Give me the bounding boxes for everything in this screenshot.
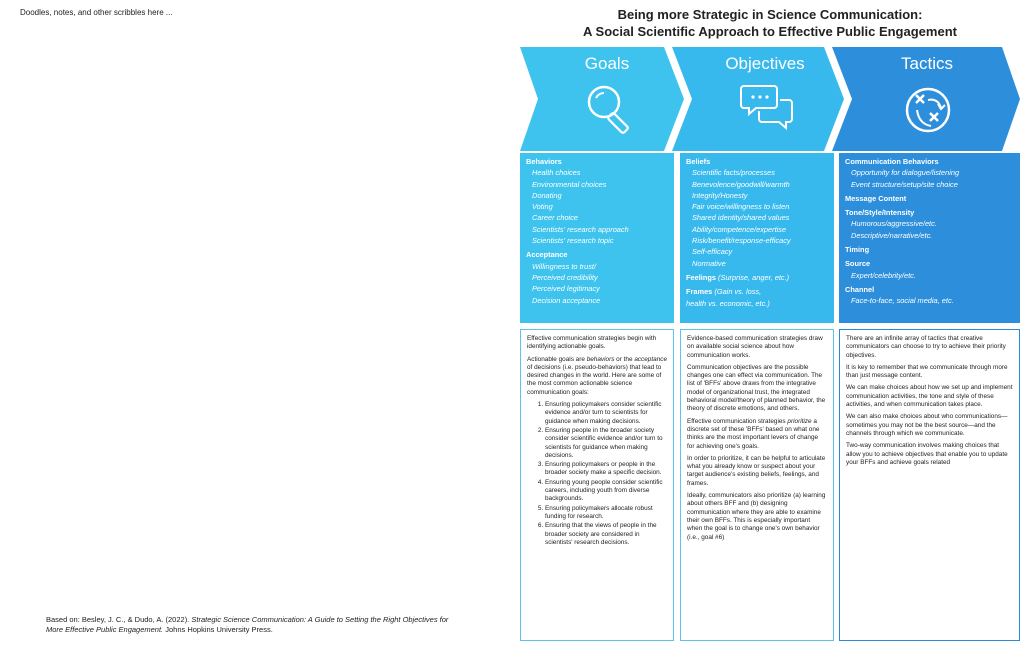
list-item: Descriptive/narrative/etc. (851, 230, 933, 240)
paragraph: Ideally, communicators also prioritize (a) learning about others BFF and (b) designing communication where they are able to examine their own BFFs. This is especially important when the goal is to change one's own behavior (i.e., goal #6) (687, 492, 826, 541)
objectives-header: Objectives (725, 54, 805, 73)
goals-numbered-list (527, 401, 667, 547)
list-item: Perceived credibility (532, 272, 598, 282)
paragraph: In order to prioritize, it can be helpful to articulate what you already know or suspect about your target audience's existing beliefs, feelings, and frames. (687, 454, 826, 487)
page-title (520, 6, 1020, 40)
paragraph: Effective communication strategies prioritize a discrete set of these 'BFFs' based on what one thinks are the most important levers of change for achieving one's goals. (687, 417, 820, 450)
feelings-heading: Feelings (Surprise, anger, etc.) (686, 272, 790, 282)
paragraph: Evidence-based communication strategies draw on available social science about how communication works. (687, 335, 823, 359)
frames-heading: Frames (Gain vs. loss, (686, 287, 762, 297)
list-item: Humorous/aggressive/etc. (851, 219, 937, 229)
citation: Based on: Besley, J. C., & Dudo, A. (2022). Strategic Science Communication: A Guide to Setting the Right Objectives for More Effective Public Engagement. Johns Hopkins University Press. (46, 615, 449, 634)
paragraph: Effective communication strategies begin with identifying actionable goals. (527, 335, 657, 351)
list-item: Event structure/setup/site choice (851, 179, 958, 189)
tactics-header: Tactics (901, 54, 953, 73)
chat-bubbles-icon (740, 82, 796, 138)
list-item: Willingness to trust/ (532, 261, 597, 271)
message-content-heading: Message Content (845, 193, 907, 203)
channel-heading: Channel (845, 284, 875, 294)
scribble-note: Doodles, notes, and other scribbles here ... (20, 8, 173, 17)
magnifier-icon (584, 82, 636, 138)
list-item: Normative (692, 258, 726, 268)
list-item: 1. Ensuring policymakers consider scientific evidence and/or turn to scientists for guidance when making decisions. (545, 401, 667, 426)
objectives-list-panel (680, 153, 834, 323)
list-item: 6. Ensuring that the views of people in the broader society are considered in scientists' research decisions. (545, 522, 667, 547)
list-item: Scientists' research topic (532, 236, 614, 246)
list-item: Decision acceptance (532, 295, 601, 305)
paragraph: Actionable goals are behaviors or the acceptance of decisions (i.e. pseudo-behaviors) that lead to desired changes in the world. Here are some of the most common actionable science communication goals: (527, 355, 667, 396)
objectives-description (680, 329, 834, 641)
list-item: Fair voice/willingness to listen (692, 202, 790, 212)
comm-behaviors-heading: Communication Behaviors (845, 157, 939, 166)
list-item: Self-efficacy (692, 247, 733, 257)
frames-detail-2: health vs. economic, etc.) (686, 298, 770, 308)
list-item: Scientific facts/processes (692, 168, 775, 178)
paragraph: It is key to remember that we communicate through more than just message content. (846, 363, 1008, 380)
title-line-2: A Social Scientific Approach to Effective Public Engagement (583, 24, 957, 39)
list-item: Integrity/Honesty (692, 190, 748, 200)
list-item: Expert/celebrity/etc. (851, 270, 916, 280)
paragraph: Communication objectives are the possible changes one can effect via communication. The list of 'BFFs' above draws from the integrative model of organizational trust, the integrated behavioral model/theory of planned behavior, the theory of discrete emotions, and others. (687, 363, 826, 413)
list-item: Risk/benefit/response-efficacy (692, 236, 791, 246)
goals-description (520, 329, 674, 641)
paragraph: Two-way communication involves making choices that allow you to achieve objectives that enable you to update your BFFs and achieve goals related (846, 442, 1008, 466)
acceptance-heading: Acceptance (526, 250, 568, 260)
list-item: 3. Ensuring policymakers or people in the broader society make a specific decision. (545, 461, 667, 478)
tactics-description (839, 329, 1020, 641)
list-item: Shared identity/shared values (692, 213, 790, 223)
timing-heading: Timing (845, 245, 870, 255)
list-item: Perceived legitimacy (532, 284, 600, 294)
title-line-1: Being more Strategic in Science Communication: (617, 7, 923, 22)
tone-heading: Tone/Style/Intensity (845, 208, 915, 218)
list-item: 4. Ensuring young people consider scientific careers, including youth from diverse backgrounds. (545, 479, 667, 504)
list-item: Face-to-face, social media, etc. (851, 296, 954, 306)
list-item: Health choices (532, 168, 581, 178)
goals-list-panel (520, 153, 674, 323)
list-item: Opportunity for dialogue/listening (851, 168, 960, 178)
list-item: Donating (532, 190, 562, 200)
paragraph: We can also make choices about who communications—sometimes you may not be the best source—and the channels through which we communicate. (846, 413, 1008, 437)
behaviors-heading: Behaviors (526, 157, 562, 166)
list-item: Voting (532, 202, 553, 212)
paragraph: There are an infinite array of tactics that creative communicators can choose to try to achieve their priority objectives. (846, 335, 1006, 359)
list-item: Environmental choices (532, 179, 607, 189)
goals-header: Goals (584, 54, 630, 73)
strategy-play-icon (899, 82, 959, 142)
citation-book-title: Strategic Science Communication: A Guide to Setting the Right Objectives for More Effective Public Engagement. (46, 615, 449, 634)
list-item: Career choice (532, 213, 579, 223)
source-heading: Source (845, 259, 871, 269)
paragraph: We can make choices about how we set up and implement communication activities, the tone and style of these activities, and when communication takes place. (846, 384, 1013, 409)
list-item: Ability/competence/expertise (692, 224, 787, 234)
list-item: 5. Ensuring policymakers allocate robust funding for research. (545, 505, 667, 522)
tactics-list-panel (839, 153, 1020, 323)
list-item: Benevolence/goodwill/warmth (692, 179, 790, 189)
frames-detail: (Gain vs. loss, (714, 287, 762, 297)
list-item: Scientists' research approach (532, 224, 629, 234)
list-item: 2. Ensuring people in the broader society consider scientific evidence and/or turn to scientists for guidance when making decisions. (545, 427, 667, 460)
feelings-detail: (Surprise, anger, etc.) (718, 272, 790, 282)
beliefs-heading: Beliefs (686, 157, 711, 166)
